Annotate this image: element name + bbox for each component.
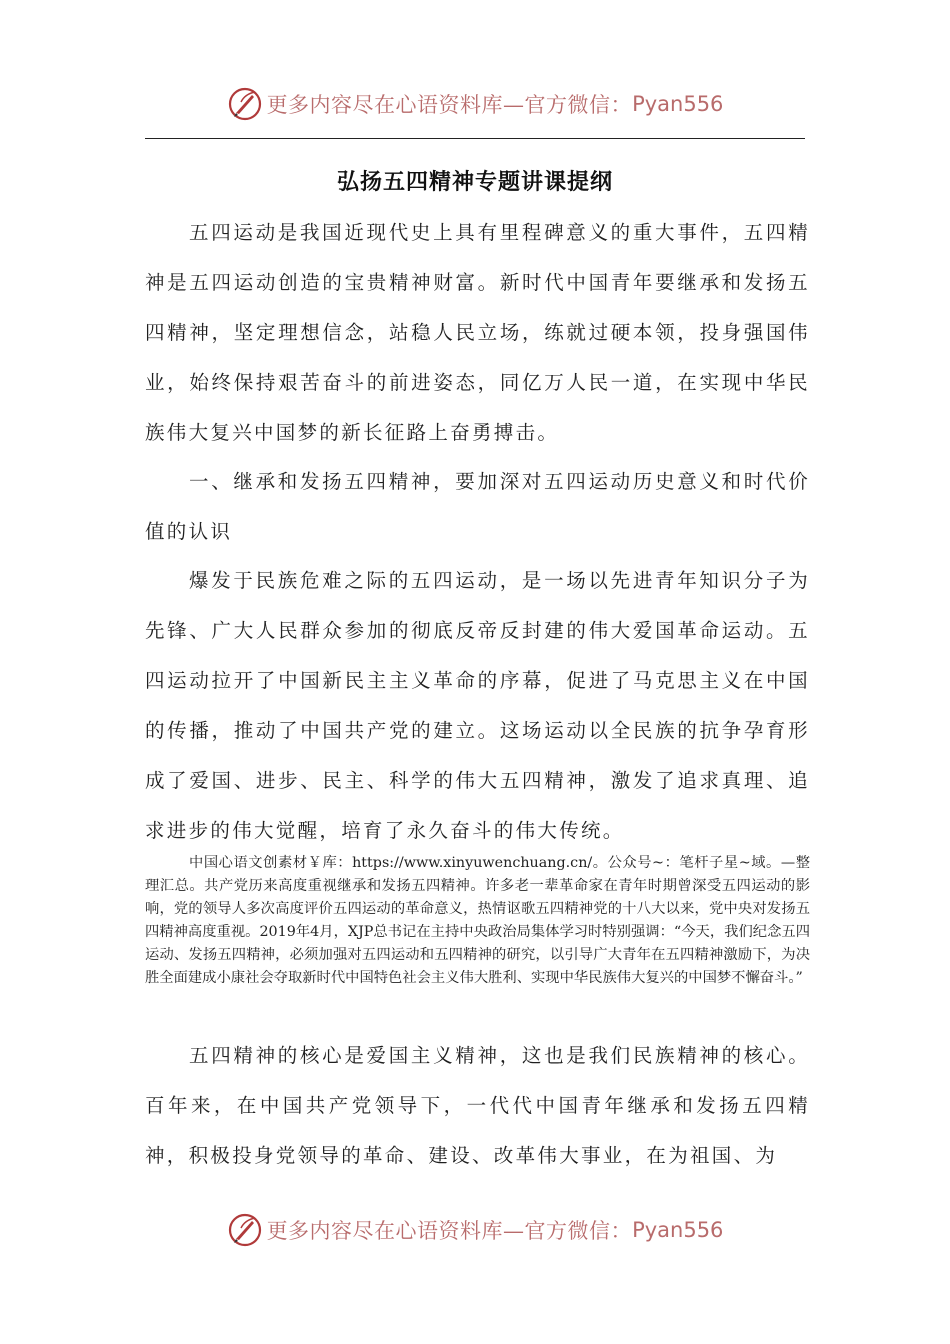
section-heading-1: 一、继承和发扬五四精神，要加深对五四运动历史意义和时代价值的认识 — [145, 470, 810, 543]
paragraph-history: 爆发于民族危难之际的五四运动，是一场以先进青年知识分子为先锋、广大人民群众参加的彻底反帝反封建的伟大爱国革命运动。五四运动拉开了中国新民主主义革命的序幕，促进了马克思主义在中国的传播，推动了中国共产党的建立。这场运动以全民族的抗争孕育形成了爱国、进步、民主、科学的伟大五四精神，激发了追求真理、追求进步的伟大觉醒，培育了永久奋斗的伟大传统。 — [145, 569, 810, 842]
header-banner — [0, 82, 950, 126]
document-title: 弘扬五四精神专题讲课提纲 — [336, 170, 613, 195]
quill-pen-icon — [227, 1212, 263, 1248]
quill-pen-icon — [227, 86, 263, 122]
banner-wechat-id: Pyan556 — [632, 92, 724, 116]
banner-text: 更多内容尽在心语资料库—官方微信： — [266, 93, 633, 117]
paragraph-intro: 五四运动是我国近现代史上具有里程碑意义的重大事件，五四精神是五四运动创造的宝贵精神财富。新时代中国青年要继承和发扬五四精神，坚定理想信念，站稳人民立场，练就过硬本领，投身强国伟业，始终保持艰苦奋斗的前进姿态，同亿万人民一道，在实现中华民族伟大复兴中国梦的新长征路上奋勇搏击。 — [145, 221, 810, 444]
header-rule — [145, 138, 805, 139]
footer-banner — [0, 1208, 950, 1252]
paragraph-small-print: 中国心语文创素材￥库：https://www.xinyuwenchuang.cn/。公众号~：笔杆子星~域。—整理汇总。共产党历来高度重视继承和发扬五四精神。许多老一辈革命家在青年时期曾深受五四运动的影响，党的领导人多次高度评价五四运动的革命意义，热情讴歌五四精神党的十八大以来，党中央对发扬五四精神高度重视。2019年4月，XJP总书记在主持中央政治局集体学习时特别强调：“今天，我们纪念五四运动、发扬五四精神，必须加强对五四运动和五四精神的研究，以引导广大青年在五四精神激励下，为决胜全面建成小康社会夺取新时代中国特色社会主义伟大胜利、实现中华民族伟大复兴的中国梦不懈奋斗。” — [145, 855, 810, 986]
banner-text: 更多内容尽在心语资料库—官方微信： — [266, 1219, 633, 1243]
paragraph-core-spirit: 五四精神的核心是爱国主义精神，这也是我们民族精神的核心。百年来，在中国共产党领导下，一代代中国青年继承和发扬五四精神，积极投身党领导的革命、建设、改革伟大事业，在为祖国、为 — [145, 1044, 810, 1167]
banner-wechat-id: Pyan556 — [632, 1218, 724, 1242]
